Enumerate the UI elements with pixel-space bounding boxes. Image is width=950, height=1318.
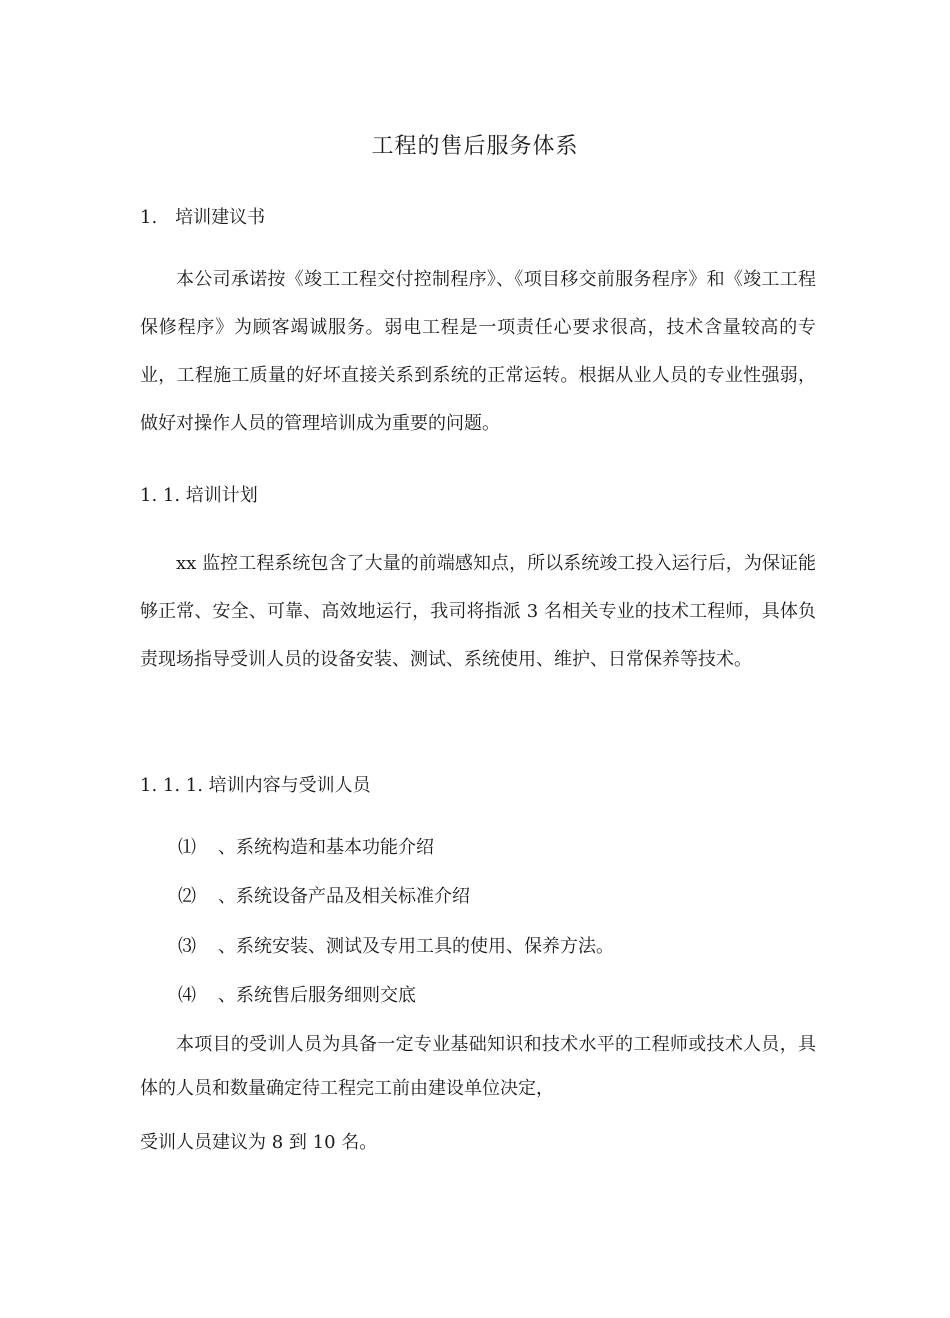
list-item bbox=[178, 981, 416, 1011]
document-title: 工程的售后服务体系 bbox=[371, 134, 579, 159]
list-item-number: ⑴ bbox=[178, 837, 196, 858]
section-1-paragraph: 本公司承诺按《竣工工程交付控制程序》、《项目移交前服务程序》和《竣工工程保修程序》为顾客竭诚服务。弱电工程是一项责任心要求很高，技术含量较高的专业，工程施工质量的好坏直接关系到系统的正常运转。根据从业人员的专业性强弱，做好对操作人员的管理培训成为重要的问题。 bbox=[140, 269, 816, 434]
list-item bbox=[178, 932, 614, 962]
section-1-1-paragraph: xx 监控工程系统包含了大量的前端感知点，所以系统竣工投入运行后，为保证能够正常、安全、可靠、高效地运行，我司将指派 3 名相关专业的技术工程师，具体负责现场指导受训人员的设备安装、测试、系统使用、维护、日常保养等技术。 bbox=[140, 553, 816, 670]
list-item-text: 、系统构造和基本功能介绍 bbox=[218, 837, 434, 858]
section-1-heading: 1. 培训建议书 bbox=[140, 207, 266, 228]
list-item bbox=[178, 833, 434, 863]
list-item-number: ⑷ bbox=[178, 985, 196, 1006]
list-item bbox=[178, 882, 470, 912]
list-item-number: ⑶ bbox=[178, 936, 196, 957]
section-1-1-1-paragraph: 本项目的受训人员为具备一定专业基础知识和技术水平的工程师或技术人员，具体的人员和数量确定待工程完工前由建设单位决定， bbox=[140, 1034, 816, 1099]
section-1-1-1-heading: 1. 1. 1. 培训内容与受训人员 bbox=[140, 775, 371, 796]
list-item-text: 、系统安装、测试及专用工具的使用、保养方法。 bbox=[218, 936, 614, 957]
list-item-number: ⑵ bbox=[178, 886, 196, 907]
list-item-text: 、系统售后服务细则交底 bbox=[218, 985, 416, 1006]
section-1-1-heading: 1. 1. 培训计划 bbox=[140, 485, 258, 506]
list-item-text: 、系统设备产品及相关标准介绍 bbox=[218, 886, 470, 907]
section-1-1-1-closing: 受训人员建议为 8 到 10 名。 bbox=[140, 1132, 378, 1153]
